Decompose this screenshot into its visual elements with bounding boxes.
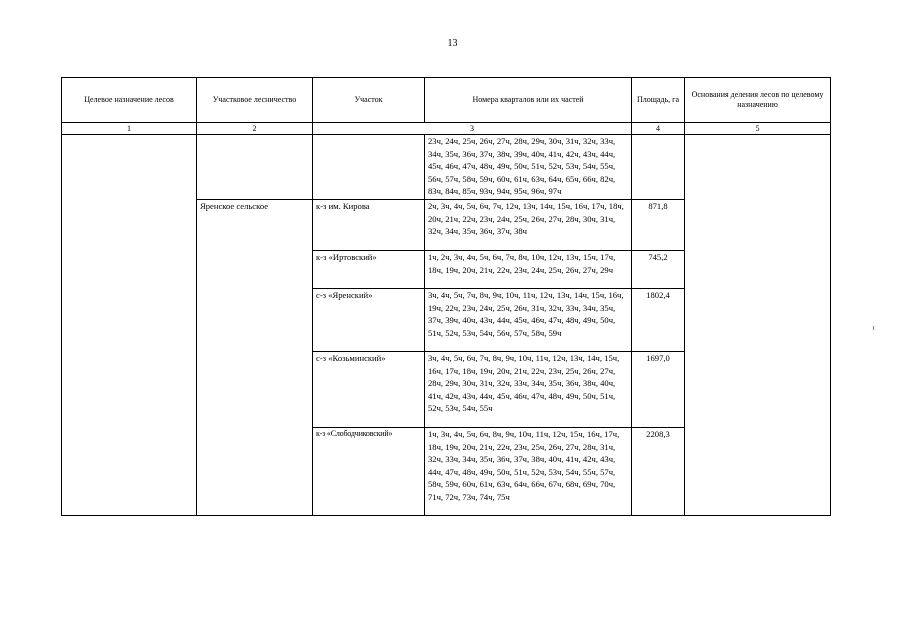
- column-number-4: 4: [632, 123, 685, 135]
- table-row: [62, 135, 831, 200]
- header-area: Площадь, га: [632, 78, 685, 123]
- header-basis: Основания деления лесов по целевому назначению: [685, 78, 831, 123]
- plot-name: к-з «Иртовский»: [313, 251, 425, 289]
- quarters-list: 2ч, 3ч, 4ч, 5ч, 6ч, 7ч, 12ч, 13ч, 14ч, 15ч, 16ч, 17ч, 18ч, 20ч, 21ч, 22ч, 23ч, 24ч, 25ч, 26ч, 27ч, 28ч, 30ч, 31ч, 32ч, 34ч, 35ч, 36ч, 37ч, 38ч: [425, 200, 632, 251]
- quarters-list: 1ч, 2ч, 3ч, 4ч, 5ч, 6ч, 7ч, 8ч, 10ч, 12ч, 13ч, 15ч, 17ч, 18ч, 19ч, 20ч, 21ч, 22ч, 23ч, 24ч, 25ч, 26ч, 27ч, 29ч: [425, 251, 632, 289]
- column-number-1: 1: [62, 123, 197, 135]
- header-quarters: Номера кварталов или их частей: [425, 78, 632, 123]
- table-header-row: [62, 78, 831, 123]
- forest-purpose-table: [61, 77, 831, 516]
- column-number-5: 5: [685, 123, 831, 135]
- page-number: 13: [447, 38, 458, 49]
- header-forestry: Участковое лесничество: [197, 78, 313, 123]
- quarters-cell-continued: 23ч, 24ч, 25ч, 26ч, 27ч, 28ч, 29ч, 30ч, 31ч, 32ч, 33ч, 34ч, 35ч, 36ч, 37ч, 38ч, 39ч, 40ч, 41ч, 42ч, 43ч, 44ч, 45ч, 46ч, 47ч, 48ч, 49ч, 50ч, 51ч, 52ч, 53ч, 54ч, 55ч, 56ч, 57ч, 58ч, 59ч, 60ч, 61ч, 63ч, 64ч, 65ч, 66ч, 82ч, 83ч, 84ч, 85ч, 93ч, 94ч, 95ч, 96ч, 97ч: [425, 135, 632, 200]
- column-number-row: [62, 123, 831, 135]
- area-value: 745,2: [632, 251, 685, 289]
- plot-name: к-з им. Кирова: [313, 200, 425, 251]
- column-number-3: 3: [313, 123, 632, 135]
- quarters-list: 3ч, 4ч, 5ч, 7ч, 8ч, 9ч, 10ч, 11ч, 12ч, 13ч, 14ч, 15ч, 16ч, 19ч, 22ч, 23ч, 24ч, 25ч, 26ч, 31ч, 32ч, 33ч, 34ч, 35ч, 37ч, 39ч, 40ч, 43ч, 44ч, 45ч, 46ч, 47ч, 48ч, 49ч, 50ч, 51ч, 52ч, 53ч, 54ч, 56ч, 57ч, 58ч, 59ч: [425, 289, 632, 352]
- forestry-cell-continued: [197, 135, 313, 200]
- area-value: 1802,4: [632, 289, 685, 352]
- plot-name: с-з «Яренский»: [313, 289, 425, 352]
- quarters-list: 1ч, 3ч, 4ч, 5ч, 6ч, 8ч, 9ч, 10ч, 11ч, 12ч, 15ч, 16ч, 17ч, 18ч, 19ч, 20ч, 21ч, 22ч, 23ч, 25ч, 26ч, 27ч, 28ч, 31ч, 32ч, 33ч, 34ч, 35ч, 36ч, 37ч, 38ч, 40ч, 41ч, 42ч, 43ч, 44ч, 47ч, 48ч, 49ч, 50ч, 51ч, 52ч, 53ч, 54ч, 55ч, 57ч, 58ч, 59ч, 60ч, 61ч, 63ч, 64ч, 66ч, 67ч, 68ч, 69ч, 70ч, 71ч, 72ч, 73ч, 74ч, 75ч: [425, 428, 632, 516]
- area-cell-continued: [632, 135, 685, 200]
- forestry-name: Яренское сельское: [197, 200, 313, 516]
- column-number-2: 2: [197, 123, 313, 135]
- header-plot: Участок: [313, 78, 425, 123]
- area-value: 2208,3: [632, 428, 685, 516]
- area-value: 871,8: [632, 200, 685, 251]
- header-purpose: Целевое назначение лесов: [62, 78, 197, 123]
- plot-name: с-з «Козьминский»: [313, 352, 425, 428]
- plot-name: к-з «Слободчиковский»: [313, 428, 425, 516]
- quarters-list: 3ч, 4ч, 5ч, 6ч, 7ч, 8ч, 9ч, 10ч, 11ч, 12ч, 13ч, 14ч, 15ч, 16ч, 17ч, 18ч, 19ч, 20ч, 21ч, 22ч, 23ч, 25ч, 26ч, 27ч, 28ч, 29ч, 30ч, 31ч, 32ч, 33ч, 34ч, 35ч, 36ч, 38ч, 40ч, 41ч, 42ч, 43ч, 44ч, 45ч, 46ч, 47ч, 48ч, 49ч, 50ч, 51ч, 52ч, 53ч, 54ч, 55ч: [425, 352, 632, 428]
- margin-mark: [873, 326, 874, 330]
- plot-cell-continued: [313, 135, 425, 200]
- basis-cell: [685, 135, 831, 516]
- area-value: 1697,0: [632, 352, 685, 428]
- purpose-cell: [62, 135, 197, 516]
